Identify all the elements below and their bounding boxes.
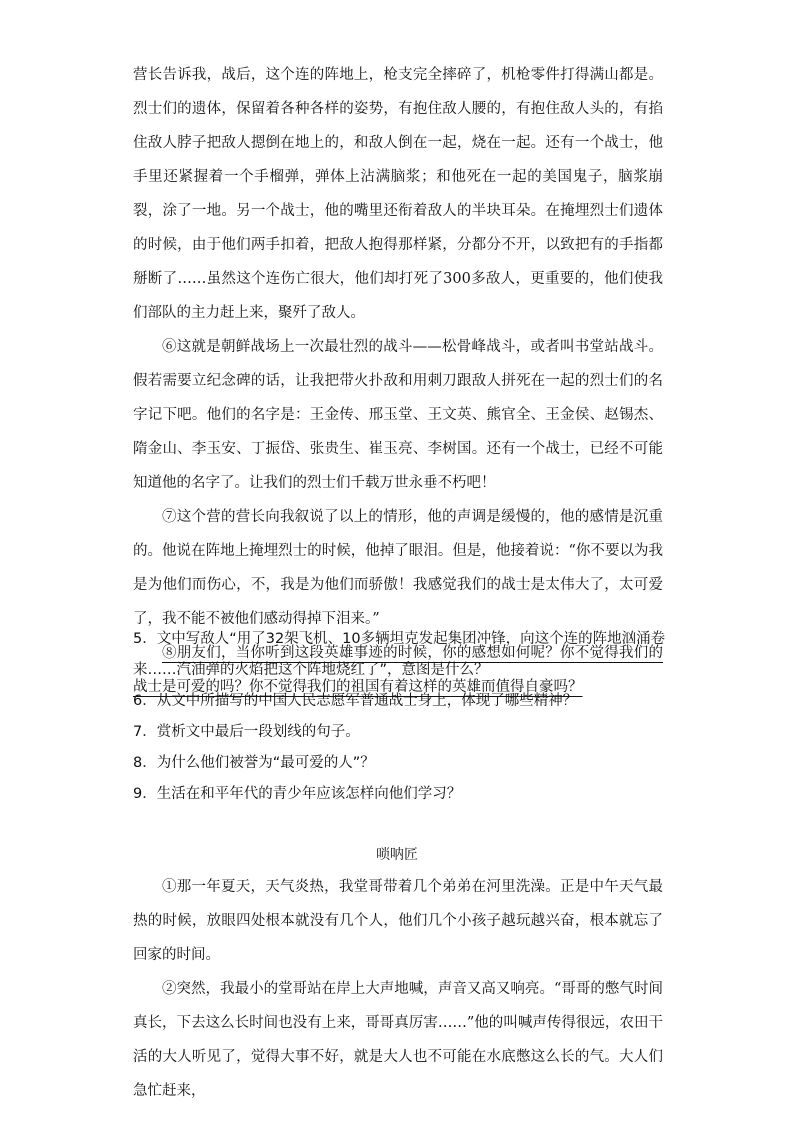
paragraph-6: ⑥这就是朝鲜战场上一次最壮烈的战斗——松骨峰战斗，或者叫书堂站战斗。假若需要立纪念碑的话，让我把带火扑敌和用刺刀跟敌人拼死在一起的烈士们的名字记下吧。他们的名字是：王金传、邢玉堂、王文英、熊官全、王金侯、赵锡杰、隋金山、李玉安、丁振岱、张贵生、崔玉亮、李树国。还有一个战士，已经不可能知道他的名字了。让我们的烈士们千载万世永垂不朽吧！	[133, 339, 663, 491]
paragraph-2: ②突然，我最小的堂哥站在岸上大声地喊，声音又高又响亮。“哥哥的憋气时间真长，下去这么长时间也没有上来，哥哥真厉害……”他的叫喊声传得很远，农田干活的大人听见了，觉得大事不好，就是大人也不可能在水底憋这么长的气。大人们急忙赶来，	[133, 981, 663, 1099]
question-list	[133, 624, 673, 810]
passage-two	[133, 870, 663, 1108]
paragraph-8-underlined: ⑧朋友们，当你听到这段英雄事迹的时候，你的感想如何呢？你不觉得我们的战士是可爱的吗？你不觉得我们的祖国有着这样的英雄而值得自豪吗？	[133, 645, 663, 695]
question-7: 7．赏析文中最后一段划线的句子。	[133, 724, 360, 740]
paragraph-1: ①那一年夏天，天气炎热，我堂哥带着几个弟弟在河里洗澡。正是中午天气最热的时候，放眼四处根本就没有几个人，他们几个小孩子越玩越兴奋，根本就忘了回家的时间。	[133, 879, 663, 963]
question-5: 5．文中写敌人“用了32架飞机、10多辆坦克发起集团冲锋，向这个连的阵地汹涌卷来……汽油弹的火焰把这个阵地烧红了”，意图是什么？	[133, 631, 666, 678]
question-9: 9．生活在和平年代的青少年应该怎样向他们学习？	[133, 786, 462, 802]
question-8: 8．为什么他们被誉为“最可爱的人”？	[133, 755, 375, 771]
passage-one	[133, 58, 663, 704]
paragraph-intro: 营长告诉我，战后，这个连的阵地上，枪支完全摔碎了，机枪零件打得满山都是。烈士们的遗体，保留着各种各样的姿势，有抱住敌人腰的，有抱住敌人头的，有掐住敌人脖子把敌人摁倒在地上的，和敌人倒在一起，烧在一起。还有一个战士，他手里还紧握着一个手榴弹，弹体上沾满脑浆；和他死在一起的美国鬼子，脑浆崩裂，涂了一地。另一个战士，他的嘴里还衔着敌人的半块耳朵。在掩埋烈士们遗体的时候，由于他们两手扣着，把敌人抱得那样紧，分都分不开，以致把有的手指都掰断了……虽然这个连伤亡很大，他们却打死了300多敌人，更重要的，他们使我们部队的主力赶上来，聚歼了敌人。	[133, 67, 663, 321]
passage-two-title: 唢呐匠	[376, 847, 418, 863]
paragraph-7: ⑦这个营的营长向我叙说了以上的情形，他的声调是缓慢的，他的感情是沉重的。他说在阵地上掩埋烈士的时候，他掉了眼泪。但是，他接着说：“你不要以为我是为他们而伤心，不，我是为他们而骄傲！我感觉我们的战士是太伟大了，太可爱了，我不能不被他们感动得掉下泪来。”	[133, 509, 663, 627]
question-6: 6．从文中所描写的中国人民志愿军普通战士身上，体现了哪些精神？	[133, 693, 578, 709]
